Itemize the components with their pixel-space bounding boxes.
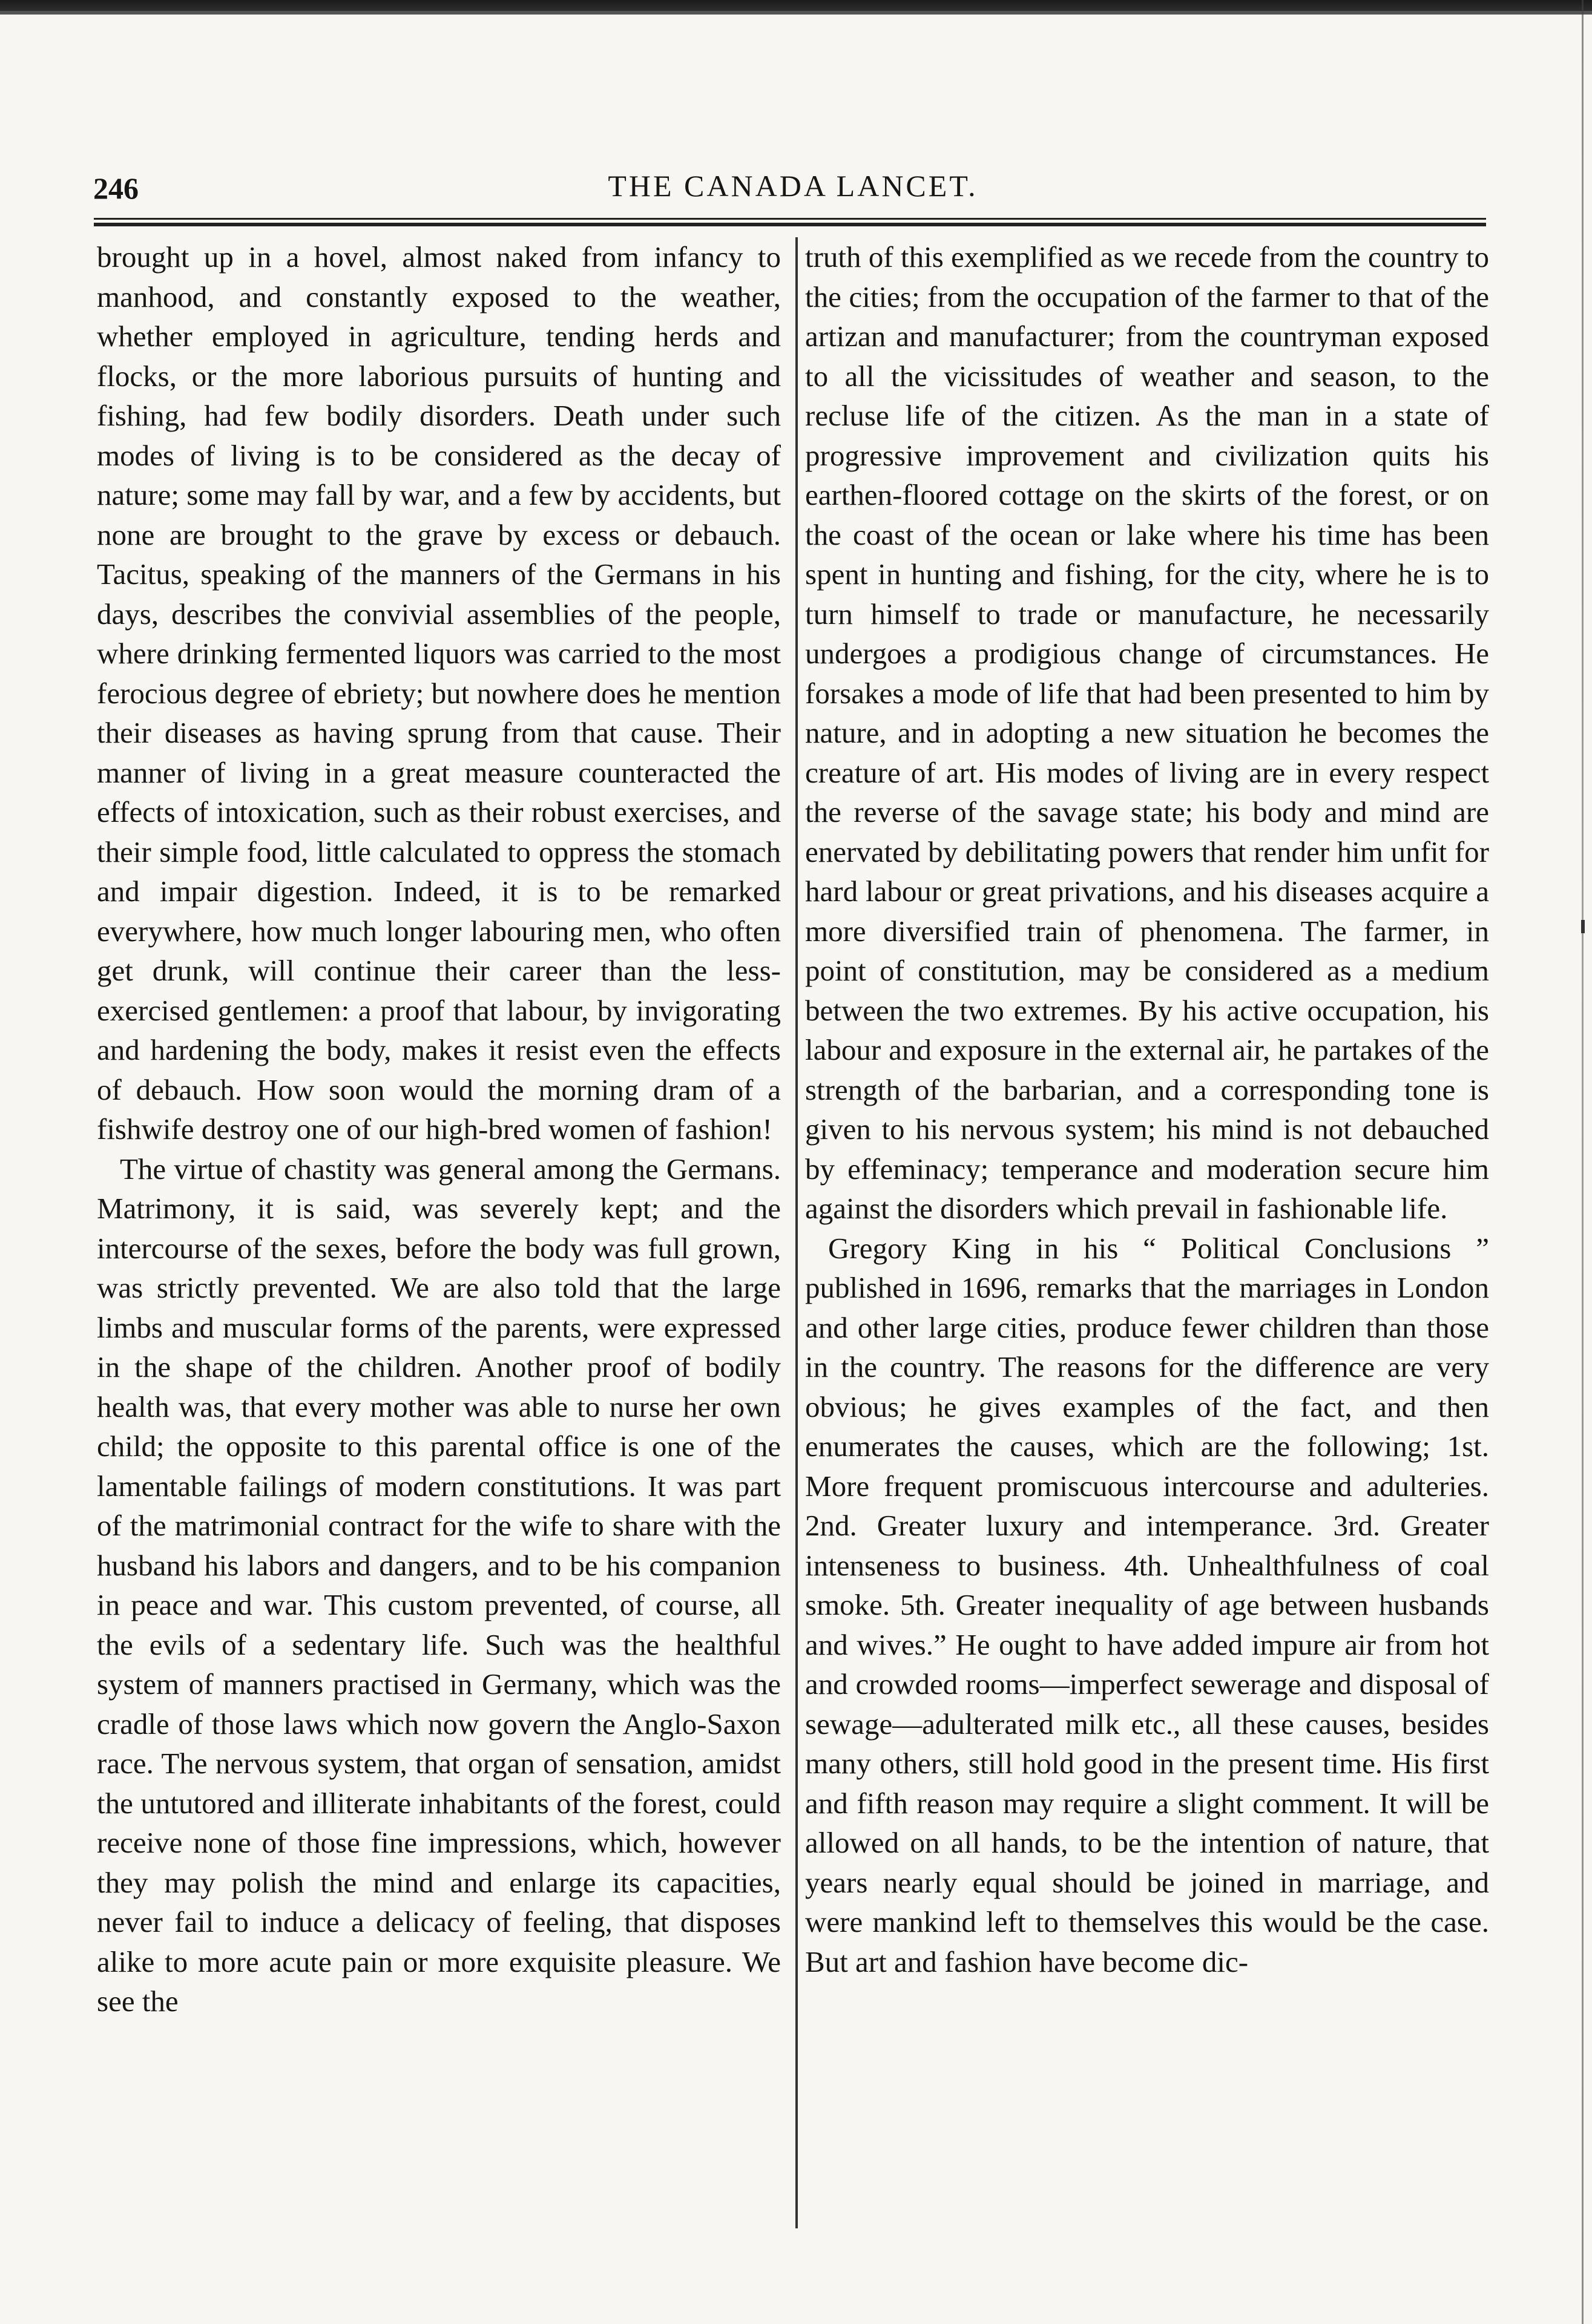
left-column	[97, 237, 781, 2234]
page-top-border	[0, 0, 1592, 11]
paragraph: truth of this exemplified as we recede from the country to the cities; from the occupation of the farmer to that of the artizan and manufacturer; from the countryman exposed to all the vicissitudes of weather and season, to the recluse life of the citizen. As the man in a state of progressive improvement and civilization quits his earthen-floored cottage on the skirts of the forest, or on the coast of the ocean or lake where his time has been spent in hunting and fishing, for the city, where he is to turn himself to trade or manufacture, he necessarily undergoes a prodigious change of circumstances. He forsakes a mode of life that had been presented to him by nature, and in adopting a new situation he becomes the creature of art. His modes of living are in every respect the reverse of the savage state; his body and mind are enervated by debilitating powers that render him unfit for hard labour or great privations, and his diseases acquire a more diversified train of phenomena. The farmer, in point of constitution, may be considered as a medium between the two extremes. By his active occupation, his labour and exposure in the external air, he partakes of the strength of the barbarian, and a corresponding tone is given to his nervous system; his mind is not debauched by effeminacy; temperance and moderation secure him against the disorders which prevail in fashionable life.	[805, 240, 1489, 1225]
scan-speck	[1581, 920, 1585, 933]
right-column	[805, 237, 1489, 2234]
journal-title: THE CANADA LANCET.	[608, 169, 978, 203]
paragraph: Gregory King in his “ Political Conclusions ” published in 1696, remarks that the marriages in London and other large cities, produce fewer children than those in the country. The reasons for the difference are very obvious; he gives examples of the fact, and then enumerates the causes, which are the following; 1st. More frequent promiscuous intercourse and adulteries. 2nd. Greater luxury and intemperance. 3rd. Greater intenseness to business. 4th. Unhealthfulness of coal smoke. 5th. Greater inequality of age between husbands and wives.” He ought to have added impure air from hot and crowded rooms—imperfect sewerage and disposal of sewage—adulterated milk etc., all these causes, besides many others, still hold good in the present time. His first and fifth reason may require a slight comment. It will be allowed on all hands, to be the intention of nature, that years nearly equal should be joined in marriage, and were mankind left to themselves this would be the case. But art and fashion have become dic-	[805, 1231, 1489, 1978]
header-rule-thick	[94, 223, 1486, 226]
paragraph: brought up in a hovel, almost naked from infancy to manhood, and constantly exposed to the weather, whether employed in agriculture, tending herds and flocks, or the more laborious pursuits of hunting and fishing, had few bodily disorders. Death under such modes of living is to be considered as the decay of nature; some may fall by war, and a few by accidents, but none are brought to the grave by excess or debauch. Tacitus, speaking of the manners of the Germans in his days, describes the convivial assemblies of the people, where drinking fermented liquors was carried to the most ferocious degree of ebriety; but nowhere does he mention their diseases as having sprung from that cause. Their manner of living in a great measure counteracted the effects of intoxication, such as their robust exercises, and their simple food, little calculated to oppress the stomach and impair digestion. Indeed, it is to be remarked everywhere, how much longer labouring men, who often get drunk, will continue their career than the less-exercised gentlemen: a proof that labour, by invigorating and hardening the body, makes it resist even the effects of debauch. How soon would the morning dram of a fishwife destroy one of our high-bred women of fashion!	[97, 240, 781, 1146]
running-head	[91, 165, 1495, 207]
header-rule-thin	[94, 218, 1486, 220]
page-number: 246	[93, 171, 139, 205]
scan-page-edge	[1582, 0, 1584, 2324]
paragraph: The virtue of chastity was general among the Germans. Matrimony, it is said, was severely kept; and the intercourse of the sexes, before the body was full grown, was strictly prevented. We are also told that the large limbs and muscular forms of the parents, were expressed in the shape of the children. Another proof of bodily health was, that every mother was able to nurse her own child; the opposite to this parental office is one of the lamentable failings of modern constitutions. It was part of the matrimonial contract for the wife to share with the husband his labors and dangers, and to be his companion in peace and war. This custom prevented, of course, all the evils of a sedentary life. Such was the healthful system of manners practised in Germany, which was the cradle of those laws which now govern the Anglo-Saxon race. The nervous system, that organ of sensation, amidst the untutored and illiterate inhabitants of the forest, could receive none of those fine impressions, which, however they may polish the mind and enlarge its capacities, never fail to induce a delicacy of feeling, that disposes alike to more acute pain or more exquisite pleasure. We see the	[97, 1152, 781, 2018]
column-divider	[795, 237, 798, 2228]
page-top-border-shadow	[0, 11, 1592, 15]
